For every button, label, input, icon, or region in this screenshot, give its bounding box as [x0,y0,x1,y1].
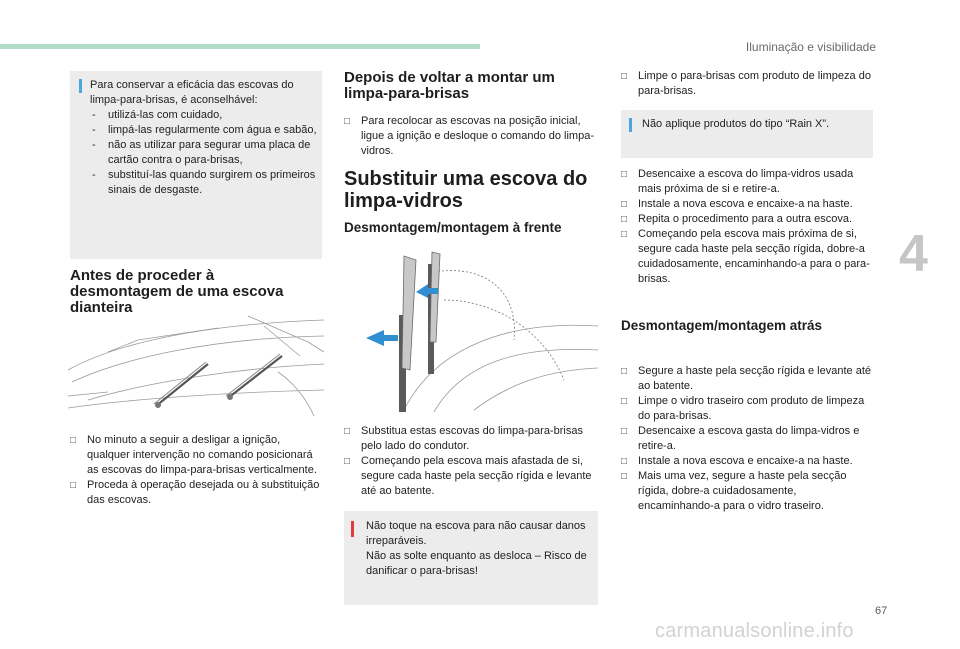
warning-text: Não toque na escova para não causar danos irreparáveis. [366,520,586,547]
step-item: □ Instale a nova escova e encaixe-a na haste. [621,454,875,469]
step-item: □ Desencaixe a escova do limpa-vidros usada mais próxima de si e retire-a. [621,167,875,197]
care-intro: Para conservar a eficácia das escovas do limpa-para-brisas, é aconselhável: [90,79,294,106]
warning-text: Não as solte enquanto as desloca – Risco de danificar o para-brisas! [366,550,587,577]
step-item: □ Instale a nova escova e encaixe-a na haste. [621,197,875,212]
care-item: - não as utilizar para segurar uma placa de cartão contra o para-brisas, [90,138,318,168]
rainx-info-text: Não aplique produtos do tipo “Rain X”. [642,118,830,130]
step-item: □ Segure a haste pela secção rígida e levante até ao batente. [621,364,875,394]
step-item: □ Desencaixe a escova gasta do limpa-vidros e retire-a. [621,424,875,454]
watermark: carmanualsonline.info [655,620,854,642]
step-item: □ Limpe o vidro traseiro com produto de limpeza do para-brisas. [621,394,875,424]
step-item: □ Proceda à operação desejada ou à substituição das escovas. [70,478,322,508]
step-item: □ Começando pela escova mais afastada de si, segure cada haste pela secção rígida e levante até ao batente. [344,454,596,499]
front-wiper-lift-illustration [344,250,598,412]
care-item: - substituí-las quando surgirem os primeiros sinais de desgaste. [90,168,318,198]
step-item: □ Para recolocar as escovas na posição inicial, ligue a ignição e desloque o comando do limpa-vidros. [344,114,594,159]
care-item: - limpá-las regularmente com água e sabão, [90,123,318,138]
page-number: 67 [875,605,888,617]
before-removal-heading: Antes de proceder à desmontagem de uma escova dianteira [70,267,284,316]
care-info-box [70,71,322,259]
windscreen-wipers-illustration [68,312,324,416]
rear-removal-heading: Desmontagem/montagem atrás [621,318,823,333]
step-item: □ Repita o procedimento para a outra escova. [621,212,875,227]
after-refit-heading: Depois de voltar a montar um limpa-para-brisas [344,69,555,102]
info-marker [79,79,82,93]
step-item: □ No minuto a seguir a desligar a ignição, qualquer intervenção no comando posicionará as escovas do limpa-para-brisas verticalmente. [70,433,322,478]
care-item: - utilizá-las com cuidado, [90,108,318,123]
step-item: □ Limpe o para-brisas com produto de limpeza do para-brisas. [621,69,873,99]
front-removal-heading: Desmontagem/montagem à frente [344,220,562,235]
warning-marker [351,521,354,537]
info-marker [629,118,632,132]
replace-wiper-heading: Substituir uma escova do limpa-vidros [344,168,588,212]
rainx-info-box [621,110,873,158]
step-item: □ Mais uma vez, segure a haste pela secção rígida, dobre-a cuidadosamente, encaminhando-a para o vidro traseiro. [621,469,875,514]
section-title: Iluminação e visibilidade [745,40,876,54]
step-item: □ Começando pela escova mais próxima de si, segure cada haste pela secção rígida, dobre-a cuidadosamente, encaminhando-a para o para-brisas. [621,227,875,287]
step-item: □ Substitua estas escovas do limpa-para-brisas pelo lado do condutor. [344,424,596,454]
warning-box [344,511,598,605]
header-accent-bar [0,44,480,49]
chapter-number: 4 [899,225,928,283]
